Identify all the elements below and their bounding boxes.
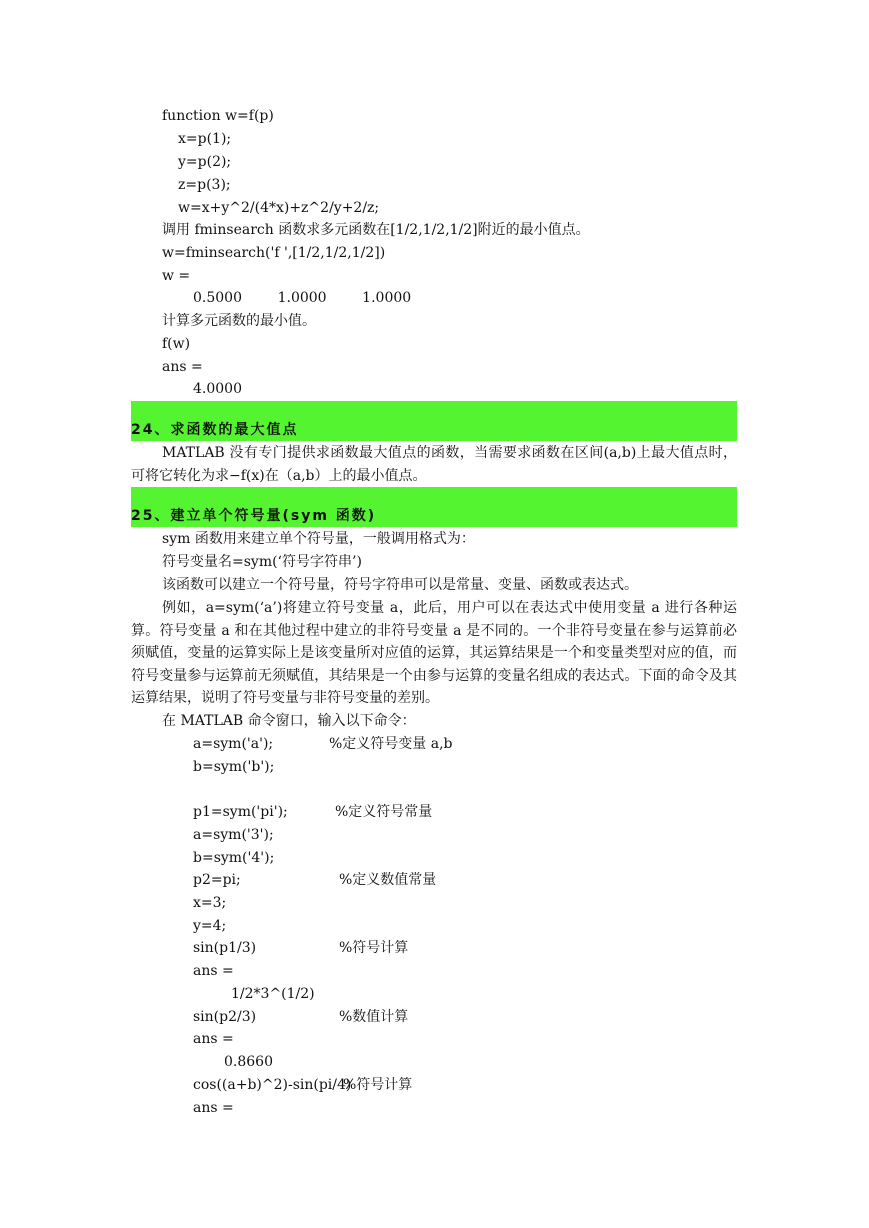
section-body: MATLAB 没有专门提供求函数最大值点的函数，当需要求函数在区间(a,b)上最大值点时，可将它转化为求−f(x)在（a,b）上的最小值点。 <box>131 445 737 484</box>
command-code: p2=pi; <box>193 872 241 888</box>
command-code: ans = <box>193 963 234 979</box>
output-label: w = <box>162 268 191 284</box>
code-line: w=fminsearch('f ',[1/2,1/2,1/2]) <box>162 245 386 261</box>
body-paragraph: 例如，a=sym(‘a’)将建立符号变量 a，此后，用户可以在表达式中使用变量 a 进行各种运算。符号变量 a 和在其他过程中建立的非符号变量 a 是不同的。一个非符号变量在参与运算前必须赋值，变量的运算实际上是该变量所对应值的运算，其运算结果是一个和变量类型对应的值，而符号变量参与运算前无须赋值，其结果是一个由参与运算的变量名组成的表达式。下面的命令及其运算结果，说明了符号变量与非符号变量的差别。 <box>131 600 737 707</box>
code-line: f(w) <box>162 336 191 352</box>
section-title: 25、建立单个符号量(sym 函数) <box>131 508 377 524</box>
command-comment: %定义符号变量 a,b <box>329 736 453 752</box>
command-comment: %定义数值常量 <box>339 872 437 888</box>
section-title: 24、求函数的最大值点 <box>131 422 299 438</box>
section-heading <box>131 401 737 441</box>
command-code: p1=sym('pi'); <box>193 804 288 820</box>
section-heading <box>131 487 737 527</box>
command-comment: %符号计算 <box>343 1077 413 1093</box>
code-line: function w=f(p) <box>162 108 274 124</box>
command-code: sin(p2/3) <box>193 1009 257 1025</box>
command-code: ans = <box>193 1100 234 1116</box>
command-code: y=4; <box>193 918 227 934</box>
command-code: ans = <box>193 1031 234 1047</box>
output-values: 0.5000 1.0000 1.0000 <box>193 290 412 306</box>
command-code: b=sym('b'); <box>193 759 275 775</box>
command-comment: %数值计算 <box>339 1009 409 1025</box>
output-value: 4.0000 <box>193 381 242 397</box>
command-code: a=sym('a'); <box>193 736 274 752</box>
code-line: x=p(1); <box>178 131 232 147</box>
command-code: x=3; <box>193 895 227 911</box>
body-text: sym 函数用来建立单个符号量，一般调用格式为： <box>162 531 475 547</box>
body-text: 计算多元函数的最小值。 <box>162 313 316 329</box>
command-code: sin(p1/3) <box>193 940 257 956</box>
body-text: 调用 fminsearch 函数求多元函数在[1/2,1/2,1/2]附近的最小值点。 <box>162 222 590 238</box>
command-comment: %符号计算 <box>339 940 409 956</box>
body-text: 符号变量名=sym(‘符号字符串’) <box>162 554 362 570</box>
command-output: 1/2*3^(1/2) <box>231 986 315 1002</box>
command-code: b=sym('4'); <box>193 850 275 866</box>
code-line: y=p(2); <box>178 154 232 170</box>
output-label: ans = <box>162 359 203 375</box>
command-output: 0.8660 <box>224 1054 273 1070</box>
command-code: a=sym('3'); <box>193 827 274 843</box>
code-line: z=p(3); <box>178 177 231 193</box>
body-text: 该函数可以建立一个符号量，符号字符串可以是常量、变量、函数或表达式。 <box>162 577 638 593</box>
code-line: w=x+y^2/(4*x)+z^2/y+2/z; <box>178 200 380 216</box>
body-text: 在 MATLAB 命令窗口，输入以下命令： <box>162 713 416 729</box>
command-comment: %定义符号常量 <box>335 804 433 820</box>
command-code: cos((a+b)^2)-sin(pi/4) <box>193 1077 352 1093</box>
